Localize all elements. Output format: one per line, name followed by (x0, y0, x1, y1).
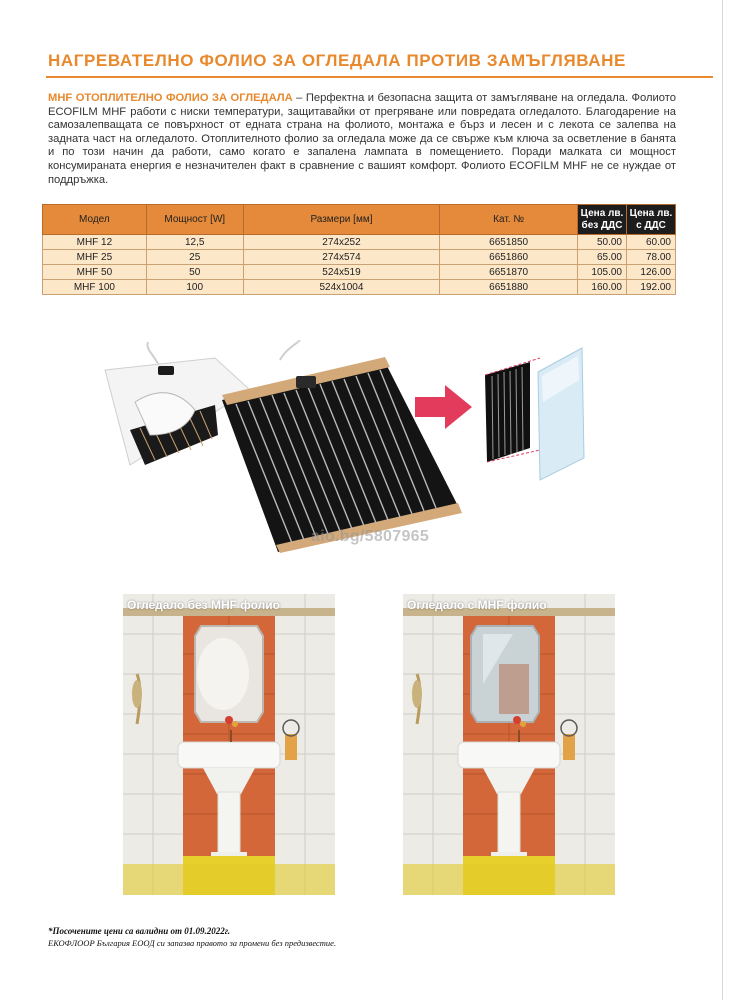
bathroom-scene (123, 594, 335, 895)
photo-caption-right: Огледало с MHF фолио (407, 598, 547, 612)
cell-size: 524x1004 (243, 280, 440, 295)
cell-price-inc: 60.00 (626, 235, 675, 250)
header-price-ex (578, 205, 627, 235)
product-illustration (100, 340, 600, 560)
table-row (43, 250, 676, 265)
header-price-inc-line1: Цена лв. (629, 207, 673, 219)
header-cat: Кат. № (440, 205, 578, 235)
cell-size: 274x252 (243, 235, 440, 250)
cell-cat: 6651860 (440, 250, 578, 265)
cell-power: 100 (146, 280, 243, 295)
cell-price-inc: 192.00 (626, 280, 675, 295)
cell-model: MHF 100 (43, 280, 147, 295)
cell-size: 524x519 (243, 265, 440, 280)
cell-cat: 6651870 (440, 265, 578, 280)
intro-paragraph (48, 92, 676, 187)
cell-price-ex: 50.00 (578, 235, 627, 250)
header-price-inc-line2: с ДДС (636, 219, 666, 231)
table-row (43, 235, 676, 250)
cell-price-ex: 160.00 (578, 280, 627, 295)
page-edge-line (722, 0, 723, 1000)
intro-text: – Перфектна и безопасна защита от замъгляване на огледала. Фолиото ECOFILM MHF работи с ниски температури, защитавайки от прегряване или повредата огледалото. Благодарение на самозалепващата се повърхност от едната страна на фолиото, монтажа е бърз и лесен и с лекота се залепва на задната част на огледалото. Отоплителното фолио за огледала може да се свърже към ключа за осветление в банята и по този начин да работи, само когато е запалена лампата в помещението. Поради малката си мощност консумираната енергия е незначителен факт в сравнение с вашият комфорт. Фолиото ECOFILM MHF не се нуждае от поддръжка. (48, 92, 676, 186)
watermark: aio.bg/5807965 (311, 528, 430, 545)
header-price-ex-line1: Цена лв. (580, 207, 624, 219)
cell-model: MHF 12 (43, 235, 147, 250)
table-row (43, 265, 676, 280)
header-price-ex-line2: без ДДС (581, 219, 623, 231)
cell-price-ex: 65.00 (578, 250, 627, 265)
cell-power: 12,5 (146, 235, 243, 250)
spec-table (42, 204, 676, 295)
photo-without-film (123, 594, 335, 895)
footer-rights-note: ЕКОФЛООР България ЕООД си запазва правото за промени без предизвестие. (48, 938, 337, 948)
table-header-row (43, 205, 676, 235)
header-size: Размери [мм] (243, 205, 440, 235)
cell-power: 25 (146, 250, 243, 265)
arrow-right-icon (415, 385, 472, 429)
cell-size: 274x574 (243, 250, 440, 265)
header-power: Мощност [W] (146, 205, 243, 235)
mirror-assembly (485, 348, 584, 480)
photo-with-film (403, 594, 615, 895)
page-title: НАГРЕВАТЕЛНО ФОЛИО ЗА ОГЛЕДАЛА ПРОТИВ ЗАМЪГЛЯВАНЕ (48, 51, 626, 70)
cell-cat: 6651880 (440, 280, 578, 295)
intro-lead: MHF ОТОПЛИТЕЛНО ФОЛИО ЗА ОГЛЕДАЛА (48, 92, 293, 104)
bathroom-scene (403, 594, 615, 895)
cell-price-inc: 126.00 (626, 265, 675, 280)
photo-caption-left: Огледало без MHF фолио (127, 598, 281, 612)
header-model: Модел (43, 205, 147, 235)
cell-price-inc: 78.00 (626, 250, 675, 265)
header-price-inc (626, 205, 675, 235)
title-underline (46, 76, 713, 78)
cell-cat: 6651850 (440, 235, 578, 250)
cell-power: 50 (146, 265, 243, 280)
cell-price-ex: 105.00 (578, 265, 627, 280)
film-sheet-front (222, 340, 462, 553)
footer-price-note: *Посочените цени са валидни от 01.09.2022г. (48, 926, 231, 936)
table-row (43, 280, 676, 295)
cell-model: MHF 25 (43, 250, 147, 265)
cell-model: MHF 50 (43, 265, 147, 280)
